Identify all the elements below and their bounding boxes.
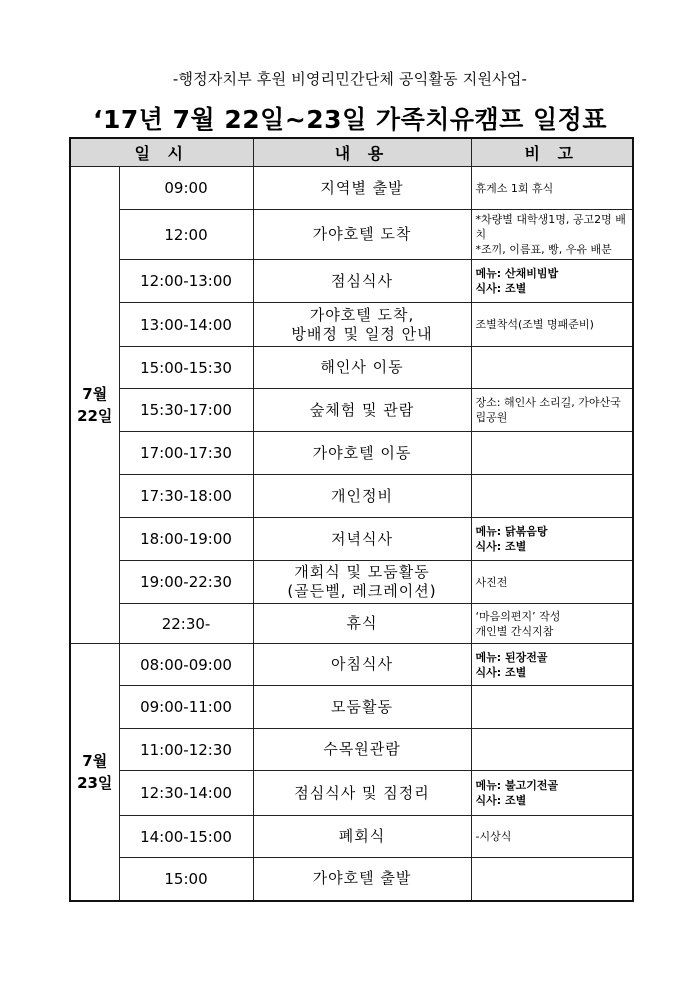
content-cell xyxy=(253,475,471,518)
content-cell xyxy=(253,432,471,475)
note-cell xyxy=(471,347,633,389)
time-cell: 13:00-14:00 xyxy=(119,303,253,347)
text-line: 폐회식 xyxy=(338,827,386,845)
text-line: 식사: 조별 xyxy=(475,665,527,679)
content-cell xyxy=(253,858,471,901)
time-cell: 09:00-11:00 xyxy=(119,686,253,729)
date-line: 22일 xyxy=(77,407,113,425)
schedule-body xyxy=(70,167,633,901)
time-cell: 08:00-09:00 xyxy=(119,644,253,686)
text-line: 식사: 조별 xyxy=(475,540,527,553)
text-line: 수목원관람 xyxy=(323,740,401,758)
content-cell xyxy=(253,303,471,347)
text-line: 아침식사 xyxy=(331,655,393,673)
note-cell xyxy=(471,432,633,475)
text-line: 식사: 조별 xyxy=(475,794,527,807)
text-line: 해인사 이동 xyxy=(320,358,404,376)
schedule-row xyxy=(70,858,633,901)
content-cell xyxy=(253,260,471,303)
time-cell: 22:30- xyxy=(119,604,253,644)
text-line: -시상식 xyxy=(475,830,512,843)
note-cell xyxy=(471,858,633,901)
content-cell xyxy=(253,389,471,432)
time-cell: 17:00-17:30 xyxy=(119,432,253,475)
schedule-row xyxy=(70,475,633,518)
text-line: 장소: 해인사 소리길, 가야산국립공원 xyxy=(475,396,621,424)
time-cell: 14:00-15:00 xyxy=(119,816,253,858)
text-line: 숲체험 및 관람 xyxy=(309,400,415,419)
schedule-row xyxy=(70,260,633,303)
note-cell xyxy=(471,260,633,303)
text-line: 개인별 간식지참 xyxy=(475,624,554,638)
schedule-table xyxy=(69,137,634,902)
note-cell xyxy=(471,686,633,729)
text-line: 개회식 및 모둠활동 xyxy=(294,563,430,581)
time-cell: 12:00 xyxy=(119,210,253,260)
note-cell xyxy=(471,167,633,210)
schedule-row xyxy=(70,210,633,260)
content-cell xyxy=(253,816,471,858)
text-line: 휴게소 1회 휴식 xyxy=(475,181,554,195)
text-line: 메뉴: 불고기전골 xyxy=(475,779,559,792)
text-line: 조별착석(조별 명패준비) xyxy=(475,318,594,331)
note-cell xyxy=(471,771,633,816)
text-line: 가야호텔 도착, xyxy=(309,305,415,324)
text-line: 모둠활동 xyxy=(331,697,393,716)
schedule-row xyxy=(70,686,633,729)
text-line: 개인정비 xyxy=(331,486,393,505)
text-line: 지역별 출발 xyxy=(320,178,404,197)
content-cell xyxy=(253,604,471,644)
content-cell xyxy=(253,518,471,561)
time-cell: 18:00-19:00 xyxy=(119,518,253,561)
note-cell xyxy=(471,816,633,858)
content-cell xyxy=(253,347,471,389)
schedule-row xyxy=(70,303,633,347)
schedule-row xyxy=(70,518,633,561)
content-cell xyxy=(253,729,471,771)
content-cell xyxy=(253,167,471,210)
note-cell xyxy=(471,475,633,518)
text-line: 메뉴: 닭볶음탕 xyxy=(475,525,548,538)
column-header-notes: 비 고 xyxy=(471,138,633,167)
text-line: 방배정 및 일정 안내 xyxy=(291,324,433,343)
time-cell: 09:00 xyxy=(119,167,253,210)
text-line: 메뉴: 된장전골 xyxy=(475,650,548,664)
date-line: 7월 xyxy=(82,751,108,770)
schedule-row xyxy=(70,167,633,210)
column-header-datetime: 일 시 xyxy=(70,138,253,167)
date-line: 23일 xyxy=(77,773,113,792)
schedule-row xyxy=(70,389,633,432)
time-cell: 19:00-22:30 xyxy=(119,561,253,604)
schedule-row xyxy=(70,816,633,858)
text-line: ‘마음의편지’ 작성 xyxy=(475,609,561,623)
schedule-row xyxy=(70,604,633,644)
text-line: 사진전 xyxy=(475,575,508,589)
table-header-row xyxy=(70,138,633,167)
schedule-row xyxy=(70,644,633,686)
text-line: 가야호텔 도착 xyxy=(312,225,412,243)
time-cell: 12:30-14:00 xyxy=(119,771,253,816)
note-cell xyxy=(471,644,633,686)
schedule-row xyxy=(70,729,633,771)
text-line: 점심식사 및 짐정리 xyxy=(294,783,430,802)
text-line: (골든벨, 레크레이션) xyxy=(287,582,437,600)
date-line: 7월 xyxy=(82,385,108,403)
content-cell xyxy=(253,561,471,604)
note-cell xyxy=(471,561,633,604)
content-cell xyxy=(253,210,471,260)
schedule-row xyxy=(70,347,633,389)
date-cell xyxy=(70,167,119,644)
content-cell xyxy=(253,686,471,729)
note-cell xyxy=(471,389,633,432)
schedule-row xyxy=(70,561,633,604)
time-cell: 15:00 xyxy=(119,858,253,901)
note-cell xyxy=(471,518,633,561)
text-line: 점심식사 xyxy=(331,271,393,290)
content-cell xyxy=(253,771,471,816)
time-cell: 17:30-18:00 xyxy=(119,475,253,518)
text-line: *조끼, 이름표, 빵, 우유 배분 xyxy=(475,243,612,256)
note-cell xyxy=(471,604,633,644)
column-header-content: 내 용 xyxy=(253,138,471,167)
text-line: 메뉴: 산채비빔밥 xyxy=(475,267,559,280)
text-line: 가야호텔 출발 xyxy=(312,869,412,888)
date-cell xyxy=(70,644,119,901)
schedule-row xyxy=(70,771,633,816)
content-cell xyxy=(253,644,471,686)
text-line: *차량별 대학생1명, 공고2명 배치 xyxy=(475,213,626,241)
time-cell: 12:00-13:00 xyxy=(119,260,253,303)
program-subtitle: -행정자치부 후원 비영리민간단체 공익활동 지원사업- xyxy=(172,70,528,88)
schedule-row xyxy=(70,432,633,475)
time-cell: 11:00-12:30 xyxy=(119,729,253,771)
time-cell: 15:30-17:00 xyxy=(119,389,253,432)
page-title: ‘17년 7월 22일~23일 가족치유캠프 일정표 xyxy=(93,105,607,134)
text-line: 저녁식사 xyxy=(331,529,393,548)
text-line: 가야호텔 이동 xyxy=(312,443,412,462)
time-cell: 15:00-15:30 xyxy=(119,347,253,389)
note-cell xyxy=(471,210,633,260)
text-line: 식사: 조별 xyxy=(475,282,527,295)
note-cell xyxy=(471,729,633,771)
text-line: 휴식 xyxy=(346,614,378,632)
note-cell xyxy=(471,303,633,347)
